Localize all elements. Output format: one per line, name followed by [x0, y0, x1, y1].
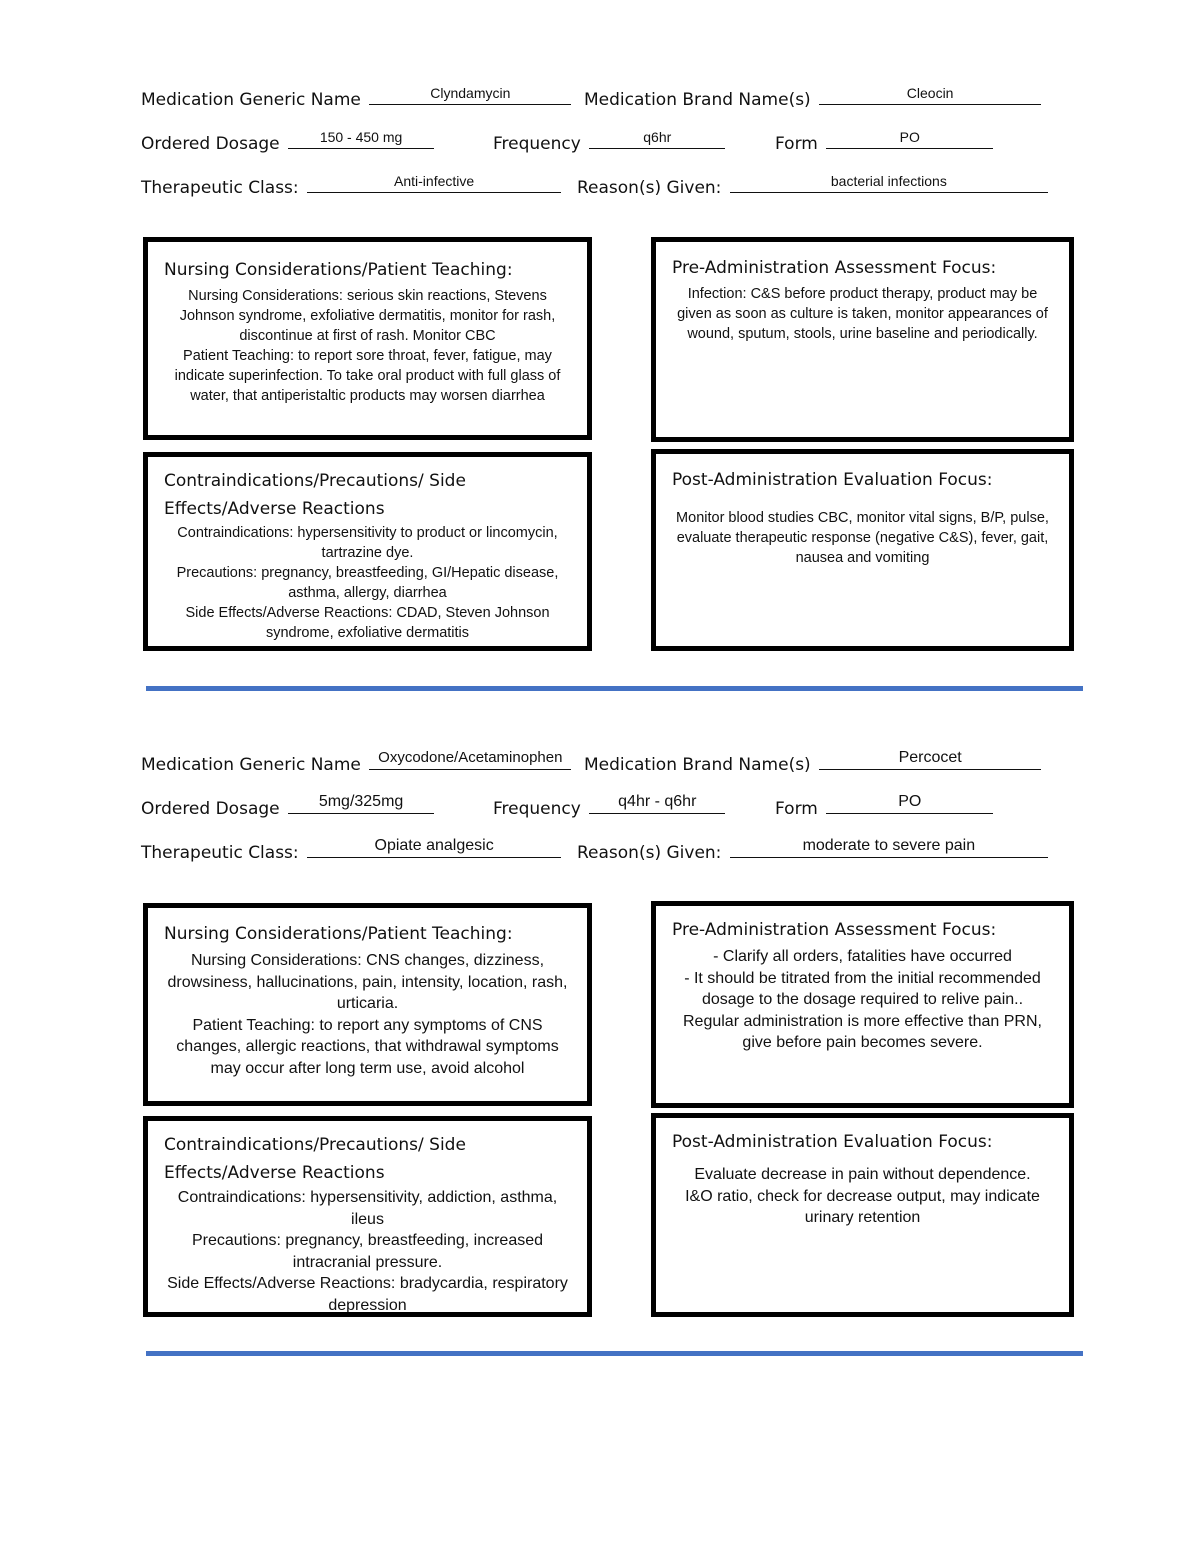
- pre-administration-line-1: - Clarify all orders, fatalities have occurred: [713, 948, 1012, 965]
- contraindications-title-line2: Effects/Adverse Reactions: [164, 1163, 385, 1183]
- form-field: [775, 791, 993, 819]
- therapeutic-class-value: Opiate analgesic: [307, 835, 561, 858]
- frequency-field: [493, 791, 725, 819]
- therapeutic-class-field: [141, 835, 561, 863]
- patient-teaching-paragraph: Patient Teaching: to report any symptoms of CNS changes, allergic reactions, that withdrawal symptoms may occur after long term use, avoid alcohol: [176, 1016, 559, 1077]
- form-field: [775, 126, 993, 154]
- brand-name-value: Percocet: [819, 747, 1041, 770]
- nursing-considerations-text: [164, 950, 571, 1079]
- contraindications-paragraph: Contraindications: hypersensitivity, addiction, asthma, ileus: [177, 1189, 558, 1228]
- medication-card-2: [0, 665, 1200, 1314]
- brand-name-value: Cleocin: [819, 82, 1041, 105]
- pre-administration-line-3: Regular administration is more effective than PRN, give before pain becomes severe.: [683, 1012, 1042, 1051]
- nursing-considerations-title: Nursing Considerations/Patient Teaching:: [164, 924, 513, 944]
- reasons-given-field: [577, 170, 1048, 198]
- ordered-dosage-label: Ordered Dosage: [141, 134, 280, 154]
- contraindications-paragraph: Contraindications: hypersensitivity to product or lincomycin, tartrazine dye.: [177, 525, 558, 561]
- pre-administration-title: Pre-Administration Assessment Focus:: [672, 258, 997, 278]
- contraindications-title: [164, 467, 571, 523]
- reasons-given-value: bacterial infections: [730, 170, 1048, 193]
- ordered-dosage-value: 5mg/325mg: [288, 791, 434, 814]
- side-effects-paragraph: Side Effects/Adverse Reactions: CDAD, Steven Johnson syndrome, exfoliative dermatitis: [185, 605, 550, 641]
- ordered-dosage-field: [141, 126, 434, 154]
- precautions-paragraph: Precautions: pregnancy, breastfeeding, increased intracranial pressure.: [191, 1232, 544, 1271]
- pre-administration-text: [672, 946, 1053, 1054]
- post-administration-line-2: I&O ratio, check for decrease output, may indicate urinary retention: [685, 1187, 1040, 1226]
- patient-teaching-paragraph: Patient Teaching: to report sore throat, fever, fatigue, may indicate superinfection. To take oral product with full glass of water, that antiperistaltic products may worsen diarrhea: [174, 348, 561, 404]
- brand-name-field: [584, 82, 1041, 110]
- form-value: PO: [826, 791, 993, 814]
- pre-administration-line-2: - It should be titrated from the initial recommended dosage to the dosage required to relive pain..: [684, 969, 1041, 1008]
- frequency-value: q4hr - q6hr: [589, 791, 725, 814]
- generic-name-field: [141, 82, 571, 110]
- generic-name-value: Clyndamycin: [369, 82, 571, 105]
- nursing-considerations-paragraph: Nursing Considerations: serious skin reactions, Stevens Johnson syndrome, exfoliative dermatitis, monitor for rash, discontinue at first of rash. Monitor CBC: [179, 288, 556, 344]
- reasons-given-label: Reason(s) Given:: [577, 843, 722, 863]
- therapeutic-class-label: Therapeutic Class:: [141, 843, 299, 863]
- contraindications-box: [143, 452, 592, 651]
- therapeutic-class-field: [141, 170, 561, 198]
- post-administration-box: [651, 1113, 1074, 1317]
- generic-name-label: Medication Generic Name: [141, 90, 361, 110]
- contraindications-title-line1: Contraindications/Precautions/ Side: [164, 471, 466, 491]
- generic-name-value: Oxycodone/Acetaminophen: [369, 747, 571, 770]
- therapeutic-class-value: Anti-infective: [307, 170, 561, 193]
- contraindications-title: [164, 1131, 571, 1187]
- form-value: PO: [826, 126, 993, 149]
- generic-name-field: [141, 747, 571, 775]
- post-administration-text: [672, 508, 1053, 568]
- form-label: Form: [775, 799, 818, 819]
- reasons-given-value: moderate to severe pain: [730, 835, 1048, 858]
- contraindications-title-line2: Effects/Adverse Reactions: [164, 499, 385, 519]
- section-divider-2: [146, 1351, 1083, 1356]
- nursing-considerations-text: [164, 286, 571, 406]
- ordered-dosage-field: [141, 791, 434, 819]
- precautions-paragraph: Precautions: pregnancy, breastfeeding, GI/Hepatic disease, asthma, allergy, diarrhea: [176, 565, 559, 601]
- post-administration-text: [672, 1164, 1053, 1229]
- brand-name-label: Medication Brand Name(s): [584, 90, 811, 110]
- frequency-field: [493, 126, 725, 154]
- contraindications-text: [164, 1187, 571, 1316]
- pre-administration-text: [672, 284, 1053, 344]
- post-administration-paragraph: Monitor blood studies CBC, monitor vital signs, B/P, pulse, evaluate therapeutic response (negative C&S), fever, gait, nausea and vomiting: [676, 510, 1049, 566]
- form-label: Form: [775, 134, 818, 154]
- contraindications-title-line1: Contraindications/Precautions/ Side: [164, 1135, 466, 1155]
- post-administration-title: Post-Administration Evaluation Focus:: [672, 470, 993, 490]
- brand-name-label: Medication Brand Name(s): [584, 755, 811, 775]
- pre-administration-box: [651, 237, 1074, 442]
- medication-card-1: [0, 0, 1200, 640]
- brand-name-field: [584, 747, 1041, 775]
- ordered-dosage-label: Ordered Dosage: [141, 799, 280, 819]
- reasons-given-label: Reason(s) Given:: [577, 178, 722, 198]
- nursing-considerations-paragraph: Nursing Considerations: CNS changes, dizziness, drowsiness, hallucinations, pain, intensity, location, rash, urticaria.: [167, 952, 568, 1012]
- frequency-label: Frequency: [493, 134, 581, 154]
- pre-administration-box: [651, 901, 1074, 1108]
- therapeutic-class-label: Therapeutic Class:: [141, 178, 299, 198]
- contraindications-text: [164, 523, 571, 643]
- contraindications-box: [143, 1116, 592, 1317]
- ordered-dosage-value: 150 - 450 mg: [288, 126, 434, 149]
- post-administration-line-1: Evaluate decrease in pain without dependence.: [694, 1166, 1031, 1183]
- nursing-considerations-box: [143, 237, 592, 440]
- nursing-considerations-title: Nursing Considerations/Patient Teaching:: [164, 260, 513, 280]
- pre-administration-paragraph: Infection: C&S before product therapy, product may be given as soon as culture is taken, monitor appearances of wound, sputum, stools, urine baseline and periodically.: [677, 286, 1048, 342]
- post-administration-title: Post-Administration Evaluation Focus:: [672, 1132, 993, 1152]
- generic-name-label: Medication Generic Name: [141, 755, 361, 775]
- pre-administration-title: Pre-Administration Assessment Focus:: [672, 920, 997, 940]
- reasons-given-field: [577, 835, 1048, 863]
- frequency-label: Frequency: [493, 799, 581, 819]
- frequency-value: q6hr: [589, 126, 725, 149]
- post-administration-box: [651, 449, 1074, 651]
- side-effects-paragraph: Side Effects/Adverse Reactions: bradycardia, respiratory depression: [167, 1275, 568, 1314]
- nursing-considerations-box: [143, 903, 592, 1106]
